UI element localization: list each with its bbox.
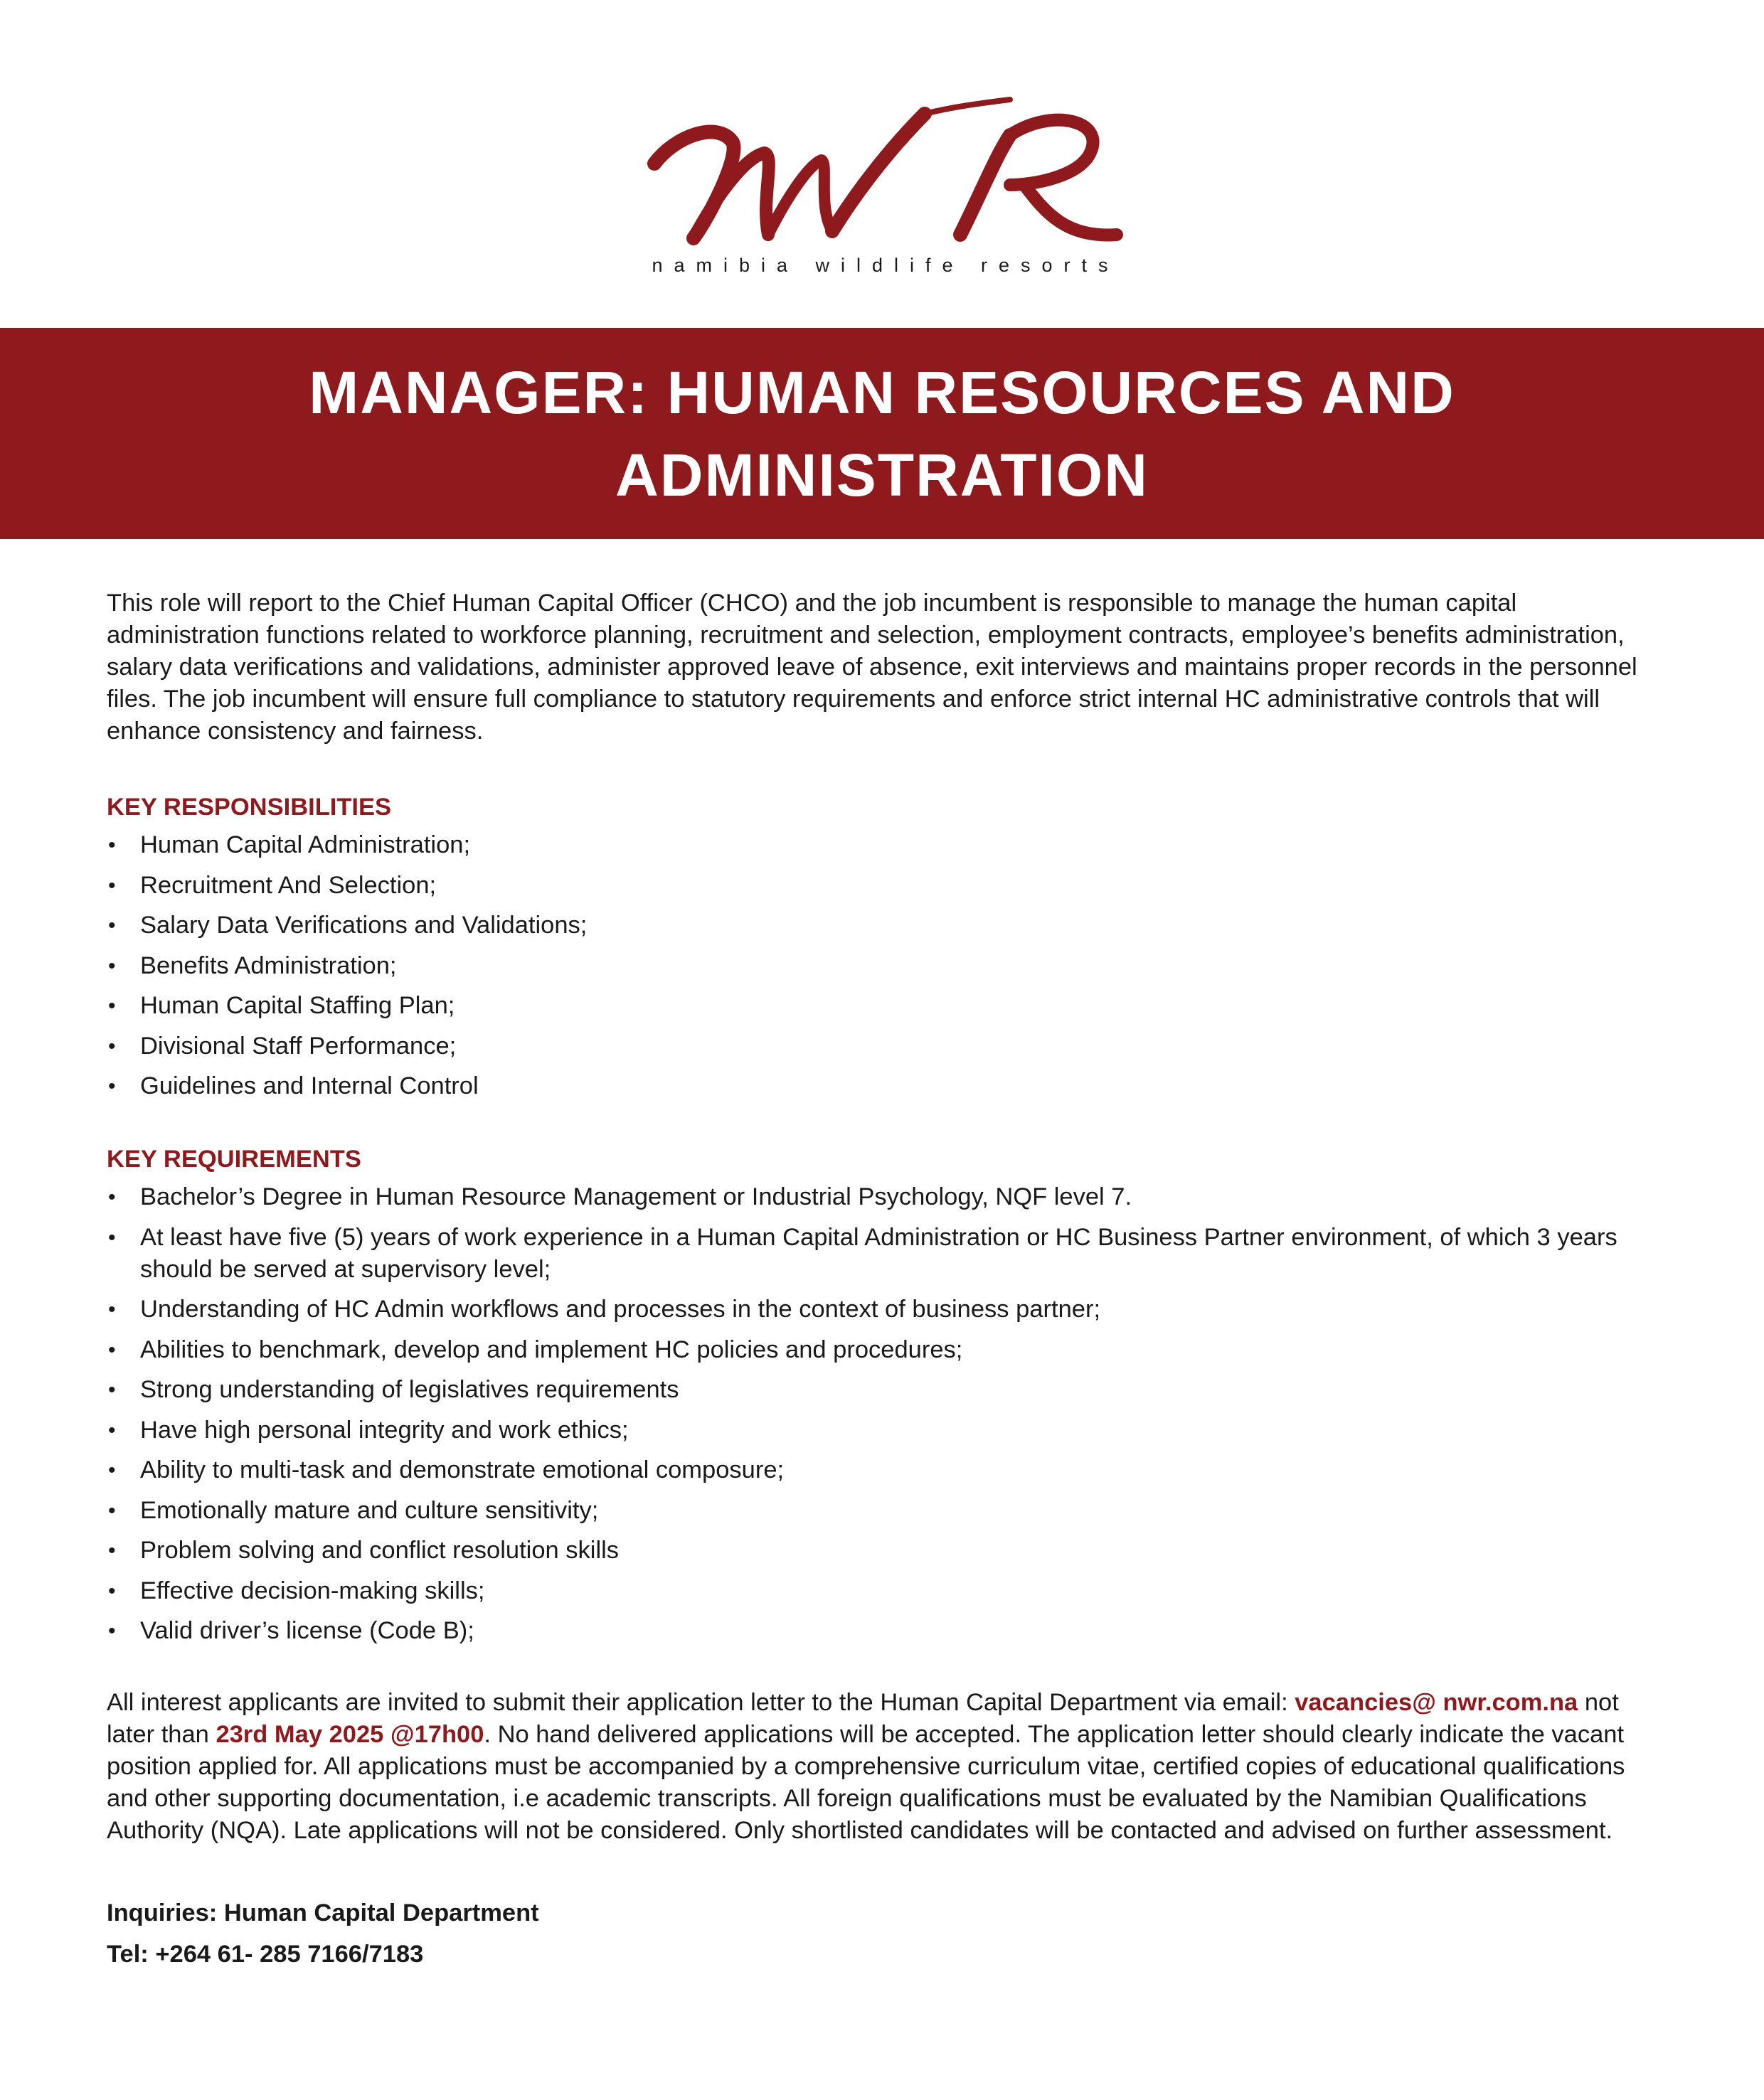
nwr-logo-icon (626, 85, 1138, 292)
requirements-heading: KEY REQUIREMENTS (107, 1146, 361, 1173)
page-title: MANAGER: HUMAN RESOURCES AND ADMINISTRATION (309, 358, 1455, 508)
list-item: • Understanding of HC Admin workflows and processes in the context of business partner; (107, 1294, 1657, 1326)
responsibilities-heading: KEY RESPONSIBILITIES (107, 794, 392, 821)
inquiries-phone: Tel: +264 61- 285 7166/7183 (107, 1941, 424, 1968)
application-text: . No hand delivered applications will be accepted. The application letter should clearly indicate the vacant position applied for. All applications must be accompanied by a comprehensive curriculum vitae, certified copies of educational qualifications and other supporting documentation, i.e academic transcripts. All foreign qualifications must be evaluated by the Namibian Qualifications Authority (NQA). Late applications will not be considered. Only shortlisted candidates will be contacted and advised on further assessment. (107, 1721, 1625, 1844)
job-description (107, 587, 1657, 1975)
list-item: • Abilities to benchmark, develop and implement HC policies and procedures; (107, 1334, 1657, 1366)
list-item: • At least have five (5) years of work experience in a Human Capital Administration or HC Business Partner environment, of which 3 years should be served at supervisory level; (107, 1222, 1657, 1286)
list-item: • Effective decision-making skills; (107, 1575, 1657, 1607)
application-instructions (107, 1687, 1657, 1847)
list-item: • Ability to multi-task and demonstrate emotional composure; (107, 1454, 1657, 1486)
list-item: • Human Capital Staffing Plan; (107, 990, 1657, 1022)
email-link[interactable]: vacancies@ nwr.com.na (1295, 1689, 1578, 1716)
list-item: • Valid driver’s license (Code B); (107, 1615, 1657, 1647)
list-item: • Guidelines and Internal Control (107, 1070, 1657, 1102)
responsibilities-list (107, 829, 1657, 1102)
list-item: • Human Capital Administration; (107, 829, 1657, 861)
list-item: • Recruitment And Selection; (107, 870, 1657, 902)
list-item: • Emotionally mature and culture sensitivity; (107, 1495, 1657, 1527)
list-item: • Benefits Administration; (107, 950, 1657, 982)
requirements-list (107, 1181, 1657, 1647)
intro-paragraph: This role will report to the Chief Human Capital Officer (CHCO) and the job incumbent is responsible to manage the human capital administration functions related to workforce planning, recruitment and selection, employment contracts, employee’s benefits administration, salary data verifications and validations, administer approved leave of absence, exit interviews and maintains proper records in the personnel files. The job incumbent will ensure full compliance to statutory requirements and enforce strict internal HC administrative controls that will enhance consistency and fairness. (107, 590, 1637, 745)
list-item: • Have high personal integrity and work ethics; (107, 1414, 1657, 1446)
logo-tagline: namibia wildlife resorts (652, 255, 1120, 276)
application-text: not later than (107, 1689, 1619, 1748)
list-item: • Divisional Staff Performance; (107, 1030, 1657, 1062)
application-text: All interest applicants are invited to submit their application letter to the Human Capital Department via email: (107, 1689, 1295, 1716)
deadline: 23rd May 2025 @17h00 (216, 1721, 484, 1748)
inquiries-block (107, 1892, 1657, 1975)
list-item: • Strong understanding of legislatives requirements (107, 1374, 1657, 1406)
list-item: • Problem solving and conflict resolution skills (107, 1535, 1657, 1567)
inquiries-contact: Inquiries: Human Capital Department (107, 1899, 539, 1926)
list-item: • Salary Data Verifications and Validations; (107, 910, 1657, 942)
list-item: • Bachelor’s Degree in Human Resource Management or Industrial Psychology, NQF level 7. (107, 1181, 1657, 1213)
logo (0, 85, 1764, 299)
title-banner (0, 328, 1764, 539)
